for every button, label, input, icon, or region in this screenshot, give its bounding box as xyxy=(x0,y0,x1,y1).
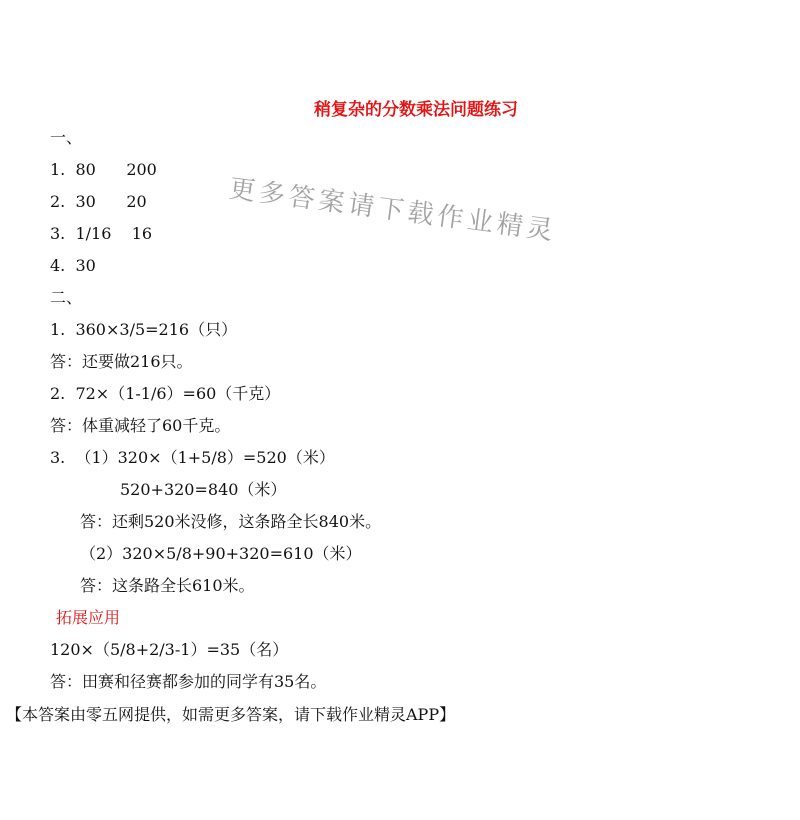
page-title: 稍复杂的分数乘法问题练习 xyxy=(314,100,518,120)
answer-line: 答：体重减轻了60千克。 xyxy=(50,416,231,435)
answer-line: 4. 30 xyxy=(50,256,96,275)
answer-line: 2. 72×（1-1/6）=60（千克） xyxy=(50,384,281,403)
footer-note: 【本答案由零五网提供，如需更多答案，请下载作业精灵APP】 xyxy=(6,705,456,724)
section-heading-2: 二、 xyxy=(50,288,83,307)
answer-line: 520+320=840（米） xyxy=(120,480,287,499)
watermark-text: 更多答案请下载作业精灵 xyxy=(227,173,559,247)
answer-line: 120×（5/8+2/3-1）=35（名） xyxy=(50,640,289,659)
answer-line: （2）320×5/8+90+320=610（米） xyxy=(80,544,362,563)
answer-line: 3. （1）320×（1+5/8）=520（米） xyxy=(50,448,335,467)
answer-line: 答：这条路全长610米。 xyxy=(80,576,255,595)
section-heading-extension: 拓展应用 xyxy=(56,608,121,627)
answer-line: 答：田赛和径赛都参加的同学有35名。 xyxy=(50,672,327,691)
section-heading-1: 一、 xyxy=(50,128,83,147)
answer-line: 1. 80 200 xyxy=(50,160,157,179)
answer-line: 1. 360×3/5=216（只） xyxy=(50,320,238,339)
answer-line: 答：还要做216只。 xyxy=(50,352,193,371)
answer-line: 2. 30 20 xyxy=(50,192,147,211)
answer-line: 答：还剩520米没修，这条路全长840米。 xyxy=(80,512,382,531)
answer-line: 3. 1/16 16 xyxy=(50,224,153,243)
